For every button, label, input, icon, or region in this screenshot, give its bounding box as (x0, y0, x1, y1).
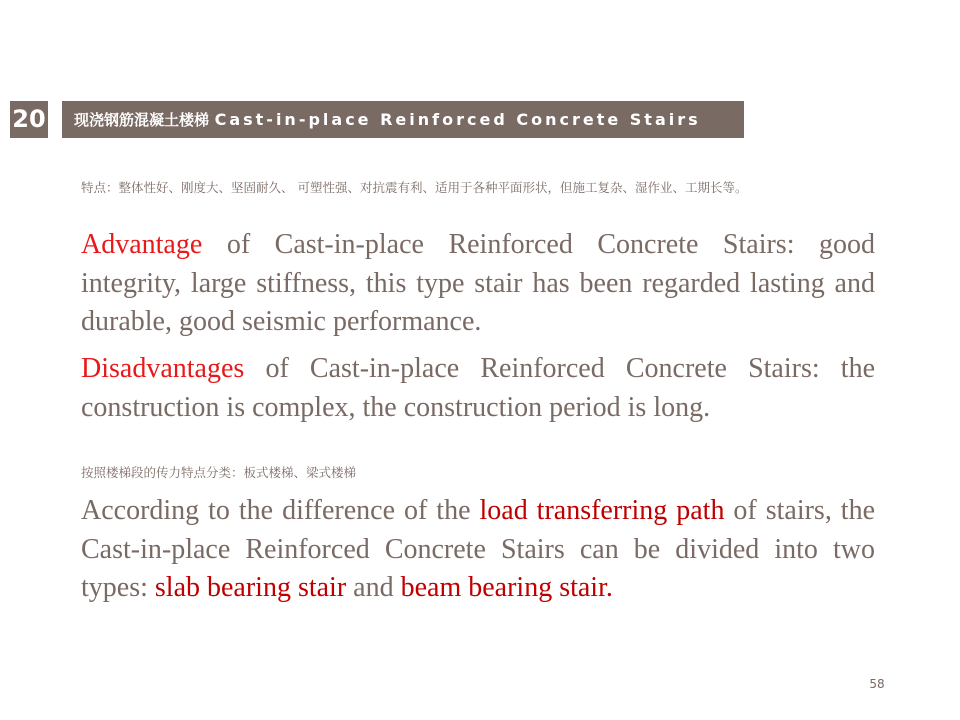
disadvantage-text: of Cast-in-place Reinforced Concrete Stairs: the construction is complex, the construction period is long. (81, 353, 875, 423)
classification-part2: of stairs, the Cast-in-place Reinforced Concrete Stairs can be divided into two types: (81, 495, 875, 603)
classification-part1: According to the difference of the (81, 495, 480, 526)
section-number-badge: 20 (10, 101, 48, 138)
section-title-en: Cast-in-place Reinforced Concrete Stairs (214, 110, 701, 129)
beam-bearing-stair-highlight: beam bearing stair. (400, 572, 613, 603)
load-transferring-path-highlight: load transferring path (479, 495, 725, 526)
advantage-text: of Cast-in-place Reinforced Concrete Stairs: good integrity, large stiffness, this type stair has been regarded lasting and durable, good seismic performance. (81, 229, 875, 337)
disadvantage-term: Disadvantages (81, 353, 245, 384)
classification-part3: and (346, 572, 401, 603)
section-title-cn: 现浇钢筋混凝土楼梯 (74, 111, 210, 129)
advantage-paragraph (81, 226, 875, 342)
section-title-bar (62, 101, 744, 138)
page-number: 58 (869, 677, 885, 691)
advantage-term: Advantage (81, 229, 203, 260)
disadvantage-paragraph (81, 350, 875, 427)
features-note-cn: 特点：整体性好、刚度大、坚固耐久、 可塑性强、对抗震有利、适用于各种平面形状，但施工复杂、湿作业、工期长等。 (81, 180, 748, 195)
slab-bearing-stair-highlight: slab bearing stair (154, 572, 347, 603)
classification-note-cn: 按照楼梯段的传力特点分类：板式楼梯、梁式楼梯 (81, 465, 357, 480)
classification-paragraph (81, 492, 875, 608)
